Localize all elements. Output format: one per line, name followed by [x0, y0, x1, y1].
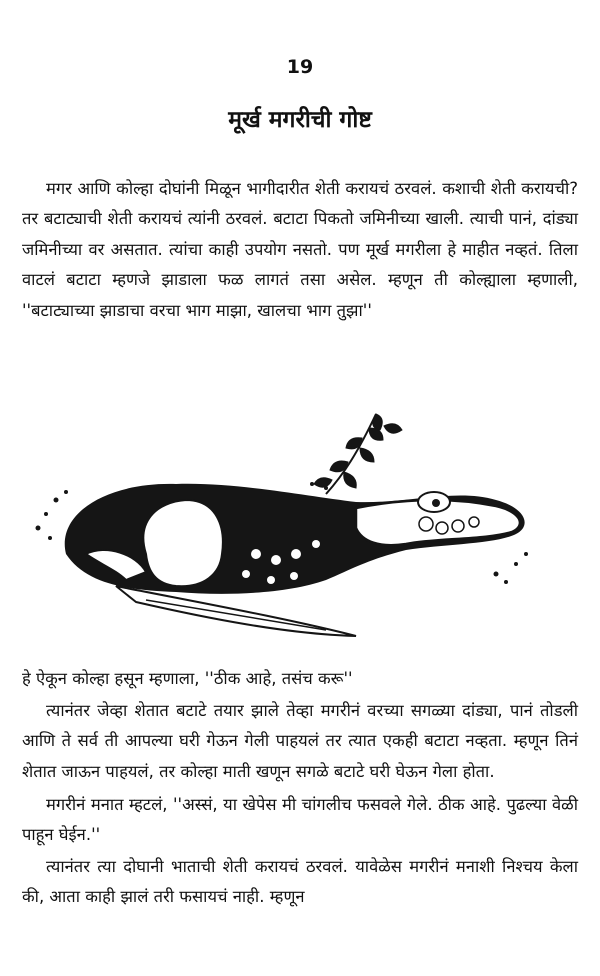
paragraph-3: त्यानंतर जेव्हा शेतात बटाटे तयार झाले तेव्हा मगरीनं वरच्या सगळ्या दांड्या, पानं तोडली आणि ते सर्व ती आपल्या घरी गेऊन गेली पाहयलं तर त्यात एकही बटाटा नव्हता. म्हणून तिनं शेतात जाऊन पाहयलं, तर कोल्हा माती खणून सगळे बटाटे घरी घेऊन गेला होता. — [22, 701, 578, 781]
paragraph-4: मगरीनं मनात म्हटलं, ''अस्सं, या खेपेस मी चांगलीच फसवले गेले. ठीक आहे. पुढल्या वेळी पाहून घेईन.'' — [22, 795, 578, 845]
eye-icon — [418, 492, 450, 512]
crocodile-illustration — [26, 404, 536, 640]
leaves-icon — [314, 414, 402, 494]
paragraph-5: त्यानंतर त्या दोघानी भाताची शेती करायचं ठरवलं. यावेळेस मगरीनं मनाशी निश्चय केला की, आता काही झालं तरी फसायचं नाही. म्हणून — [22, 857, 578, 907]
paragraph-1: मगर आणि कोल्हा दोघांनी मिळून भागीदारीत शेती करायचं ठरवलं. कशाची शेती करायची? तर बटाट्याची शेती करायचं त्यांनी ठरवलं. बटाटा पिकतो जमिनीच्या खाली. त्याची पानं, दांड्या जमिनीच्या वर असतात. त्यांचा काही उपयोग नसतो. पण मूर्ख मगरीला हे माहीत नव्हतं. तिला वाटलं बटाटा म्हणजे झाडाला फळ लागतं तसा असेल. म्हणून ती कोल्ह्याला म्हणाली, ''बटाट्याच्या झाडाचा वरचा भाग माझा, खालचा भाग तुझा'' — [22, 179, 578, 320]
page-number: 19 — [286, 56, 314, 78]
story-title: मूर्ख मगरीची गोष्ट — [228, 107, 372, 133]
paragraph-2: हे ऐकून कोल्हा हसून म्हणाला, ''ठीक आहे, तसंच करू'' — [22, 669, 353, 688]
